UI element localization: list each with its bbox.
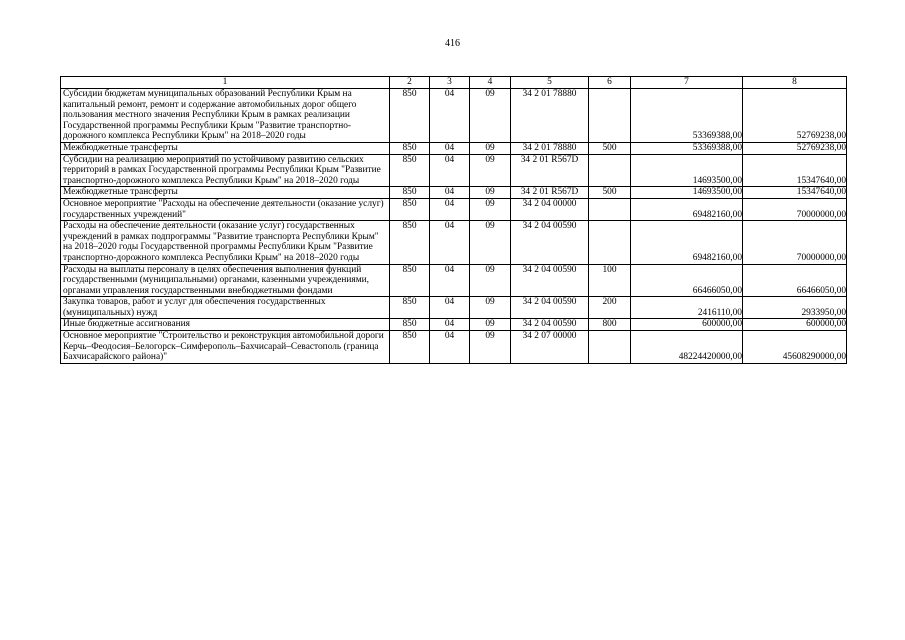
table-row	[61, 142, 847, 154]
cell-code-2: 850	[390, 297, 430, 319]
cell-code-2: 850	[390, 198, 430, 220]
column-header: 4	[470, 77, 511, 89]
cell-code-5: 34 2 04 00590	[511, 319, 589, 331]
cell-code-3: 04	[430, 264, 470, 297]
table-row	[61, 221, 847, 264]
column-header: 3	[430, 77, 470, 89]
column-header: 6	[589, 77, 631, 89]
cell-code-2: 850	[390, 154, 430, 187]
cell-code-4: 09	[470, 331, 511, 364]
table-row	[61, 187, 847, 199]
budget-table	[60, 76, 847, 364]
cell-code-6: 100	[589, 264, 631, 297]
cell-code-5: 34 2 01 R567D	[511, 187, 589, 199]
cell-amount-7: 14693500,00	[631, 187, 743, 199]
cell-code-2: 850	[390, 221, 430, 264]
cell-amount-7: 600000,00	[631, 319, 743, 331]
table-row	[61, 264, 847, 297]
cell-code-6	[589, 331, 631, 364]
cell-code-2: 850	[390, 264, 430, 297]
cell-amount-8: 52769238,00	[743, 142, 847, 154]
cell-code-5: 34 2 04 00000	[511, 198, 589, 220]
cell-amount-7: 53369388,00	[631, 89, 743, 143]
cell-code-6: 200	[589, 297, 631, 319]
table-row	[61, 297, 847, 319]
cell-code-2: 850	[390, 331, 430, 364]
cell-amount-8: 66466050,00	[743, 264, 847, 297]
cell-code-4: 09	[470, 187, 511, 199]
row-description: Закупка товаров, работ и услуг для обеспечения государственных (муниципальных) нужд	[61, 297, 390, 319]
table-row	[61, 154, 847, 187]
cell-amount-7: 2416110,00	[631, 297, 743, 319]
row-description: Расходы на обеспечение деятельности (оказание услуг) государственных учреждений в рамках подпрограммы "Развитие транспорта Республики Крым" на 2018–2020 годы Государственной программы Республики Крым "Развитие транспортно-дорожного комплекса Республики Крым" на 2018–2020 годы	[61, 221, 390, 264]
column-header: 7	[631, 77, 743, 89]
cell-code-5: 34 2 01 78880	[511, 142, 589, 154]
cell-code-6: 800	[589, 319, 631, 331]
row-description: Субсидии бюджетам муниципальных образований Республики Крым на капитальный ремонт, ремонт и содержание автомобильных дорог общего пользования местного значения Республики Крым в рамках реализации Государственной программы Республики Крым "Развитие транспортно-дорожного комплекса Республики Крым" на 2018–2020 годы	[61, 89, 390, 143]
cell-code-3: 04	[430, 154, 470, 187]
column-header: 2	[390, 77, 430, 89]
cell-code-5: 34 2 04 00590	[511, 264, 589, 297]
cell-code-2: 850	[390, 187, 430, 199]
cell-code-6	[589, 221, 631, 264]
cell-code-5: 34 2 04 00590	[511, 221, 589, 264]
cell-code-4: 09	[470, 297, 511, 319]
cell-code-3: 04	[430, 187, 470, 199]
cell-amount-8: 52769238,00	[743, 89, 847, 143]
cell-code-5: 34 2 07 00000	[511, 331, 589, 364]
cell-code-2: 850	[390, 319, 430, 331]
column-header: 1	[61, 77, 390, 89]
cell-amount-7: 14693500,00	[631, 154, 743, 187]
cell-code-6	[589, 198, 631, 220]
cell-code-6: 500	[589, 142, 631, 154]
cell-amount-7: 69482160,00	[631, 221, 743, 264]
cell-amount-8: 70000000,00	[743, 221, 847, 264]
cell-code-4: 09	[470, 198, 511, 220]
cell-code-4: 09	[470, 154, 511, 187]
table-row	[61, 89, 847, 143]
cell-code-6: 500	[589, 187, 631, 199]
row-description: Субсидии на реализацию мероприятий по устойчивому развитию сельских территорий в рамках Государственной программы Республики Крым "Развитие транспортно-дорожного комплекса Республики Крым" на 2018–2020 годы	[61, 154, 390, 187]
cell-code-4: 09	[470, 319, 511, 331]
cell-code-4: 09	[470, 264, 511, 297]
cell-amount-7: 69482160,00	[631, 198, 743, 220]
column-header: 8	[743, 77, 847, 89]
cell-amount-8: 15347640,00	[743, 154, 847, 187]
column-header: 5	[511, 77, 589, 89]
cell-code-3: 04	[430, 319, 470, 331]
cell-code-2: 850	[390, 142, 430, 154]
cell-amount-8: 600000,00	[743, 319, 847, 331]
table-row	[61, 198, 847, 220]
cell-code-5: 34 2 04 00590	[511, 297, 589, 319]
cell-code-4: 09	[470, 89, 511, 143]
cell-code-3: 04	[430, 198, 470, 220]
cell-code-2: 850	[390, 89, 430, 143]
cell-amount-8: 70000000,00	[743, 198, 847, 220]
cell-code-3: 04	[430, 297, 470, 319]
table-header-row	[61, 77, 847, 89]
cell-amount-7: 53369388,00	[631, 142, 743, 154]
cell-amount-8: 45608290000,00	[743, 331, 847, 364]
cell-code-3: 04	[430, 221, 470, 264]
cell-code-3: 04	[430, 142, 470, 154]
cell-amount-8: 2933950,00	[743, 297, 847, 319]
table-row	[61, 331, 847, 364]
cell-code-4: 09	[470, 142, 511, 154]
row-description: Межбюджетные трансферты	[61, 142, 390, 154]
row-description: Основное мероприятие "Расходы на обеспечение деятельности (оказание услуг) государственных учреждений"	[61, 198, 390, 220]
row-description: Межбюджетные трансферты	[61, 187, 390, 199]
cell-code-4: 09	[470, 221, 511, 264]
cell-amount-7: 66466050,00	[631, 264, 743, 297]
cell-code-5: 34 2 01 78880	[511, 89, 589, 143]
cell-code-6	[589, 89, 631, 143]
cell-amount-7: 48224420000,00	[631, 331, 743, 364]
row-description: Расходы на выплаты персоналу в целях обеспечения выполнения функций государственными (муниципальными) органами, казенными учреждениями, органами управления государственными внебюджетными фондами	[61, 264, 390, 297]
table-row	[61, 319, 847, 331]
cell-code-6	[589, 154, 631, 187]
row-description: Иные бюджетные ассигнования	[61, 319, 390, 331]
cell-code-3: 04	[430, 331, 470, 364]
row-description: Основное мероприятие "Строительство и реконструкция автомобильной дороги Керчь–Феодосия–Белогорск–Симферополь–Бахчисарай–Севастополь (граница Бахчисарайского района)"	[61, 331, 390, 364]
cell-code-3: 04	[430, 89, 470, 143]
page-number: 416	[445, 38, 460, 49]
cell-amount-8: 15347640,00	[743, 187, 847, 199]
cell-code-5: 34 2 01 R567D	[511, 154, 589, 187]
